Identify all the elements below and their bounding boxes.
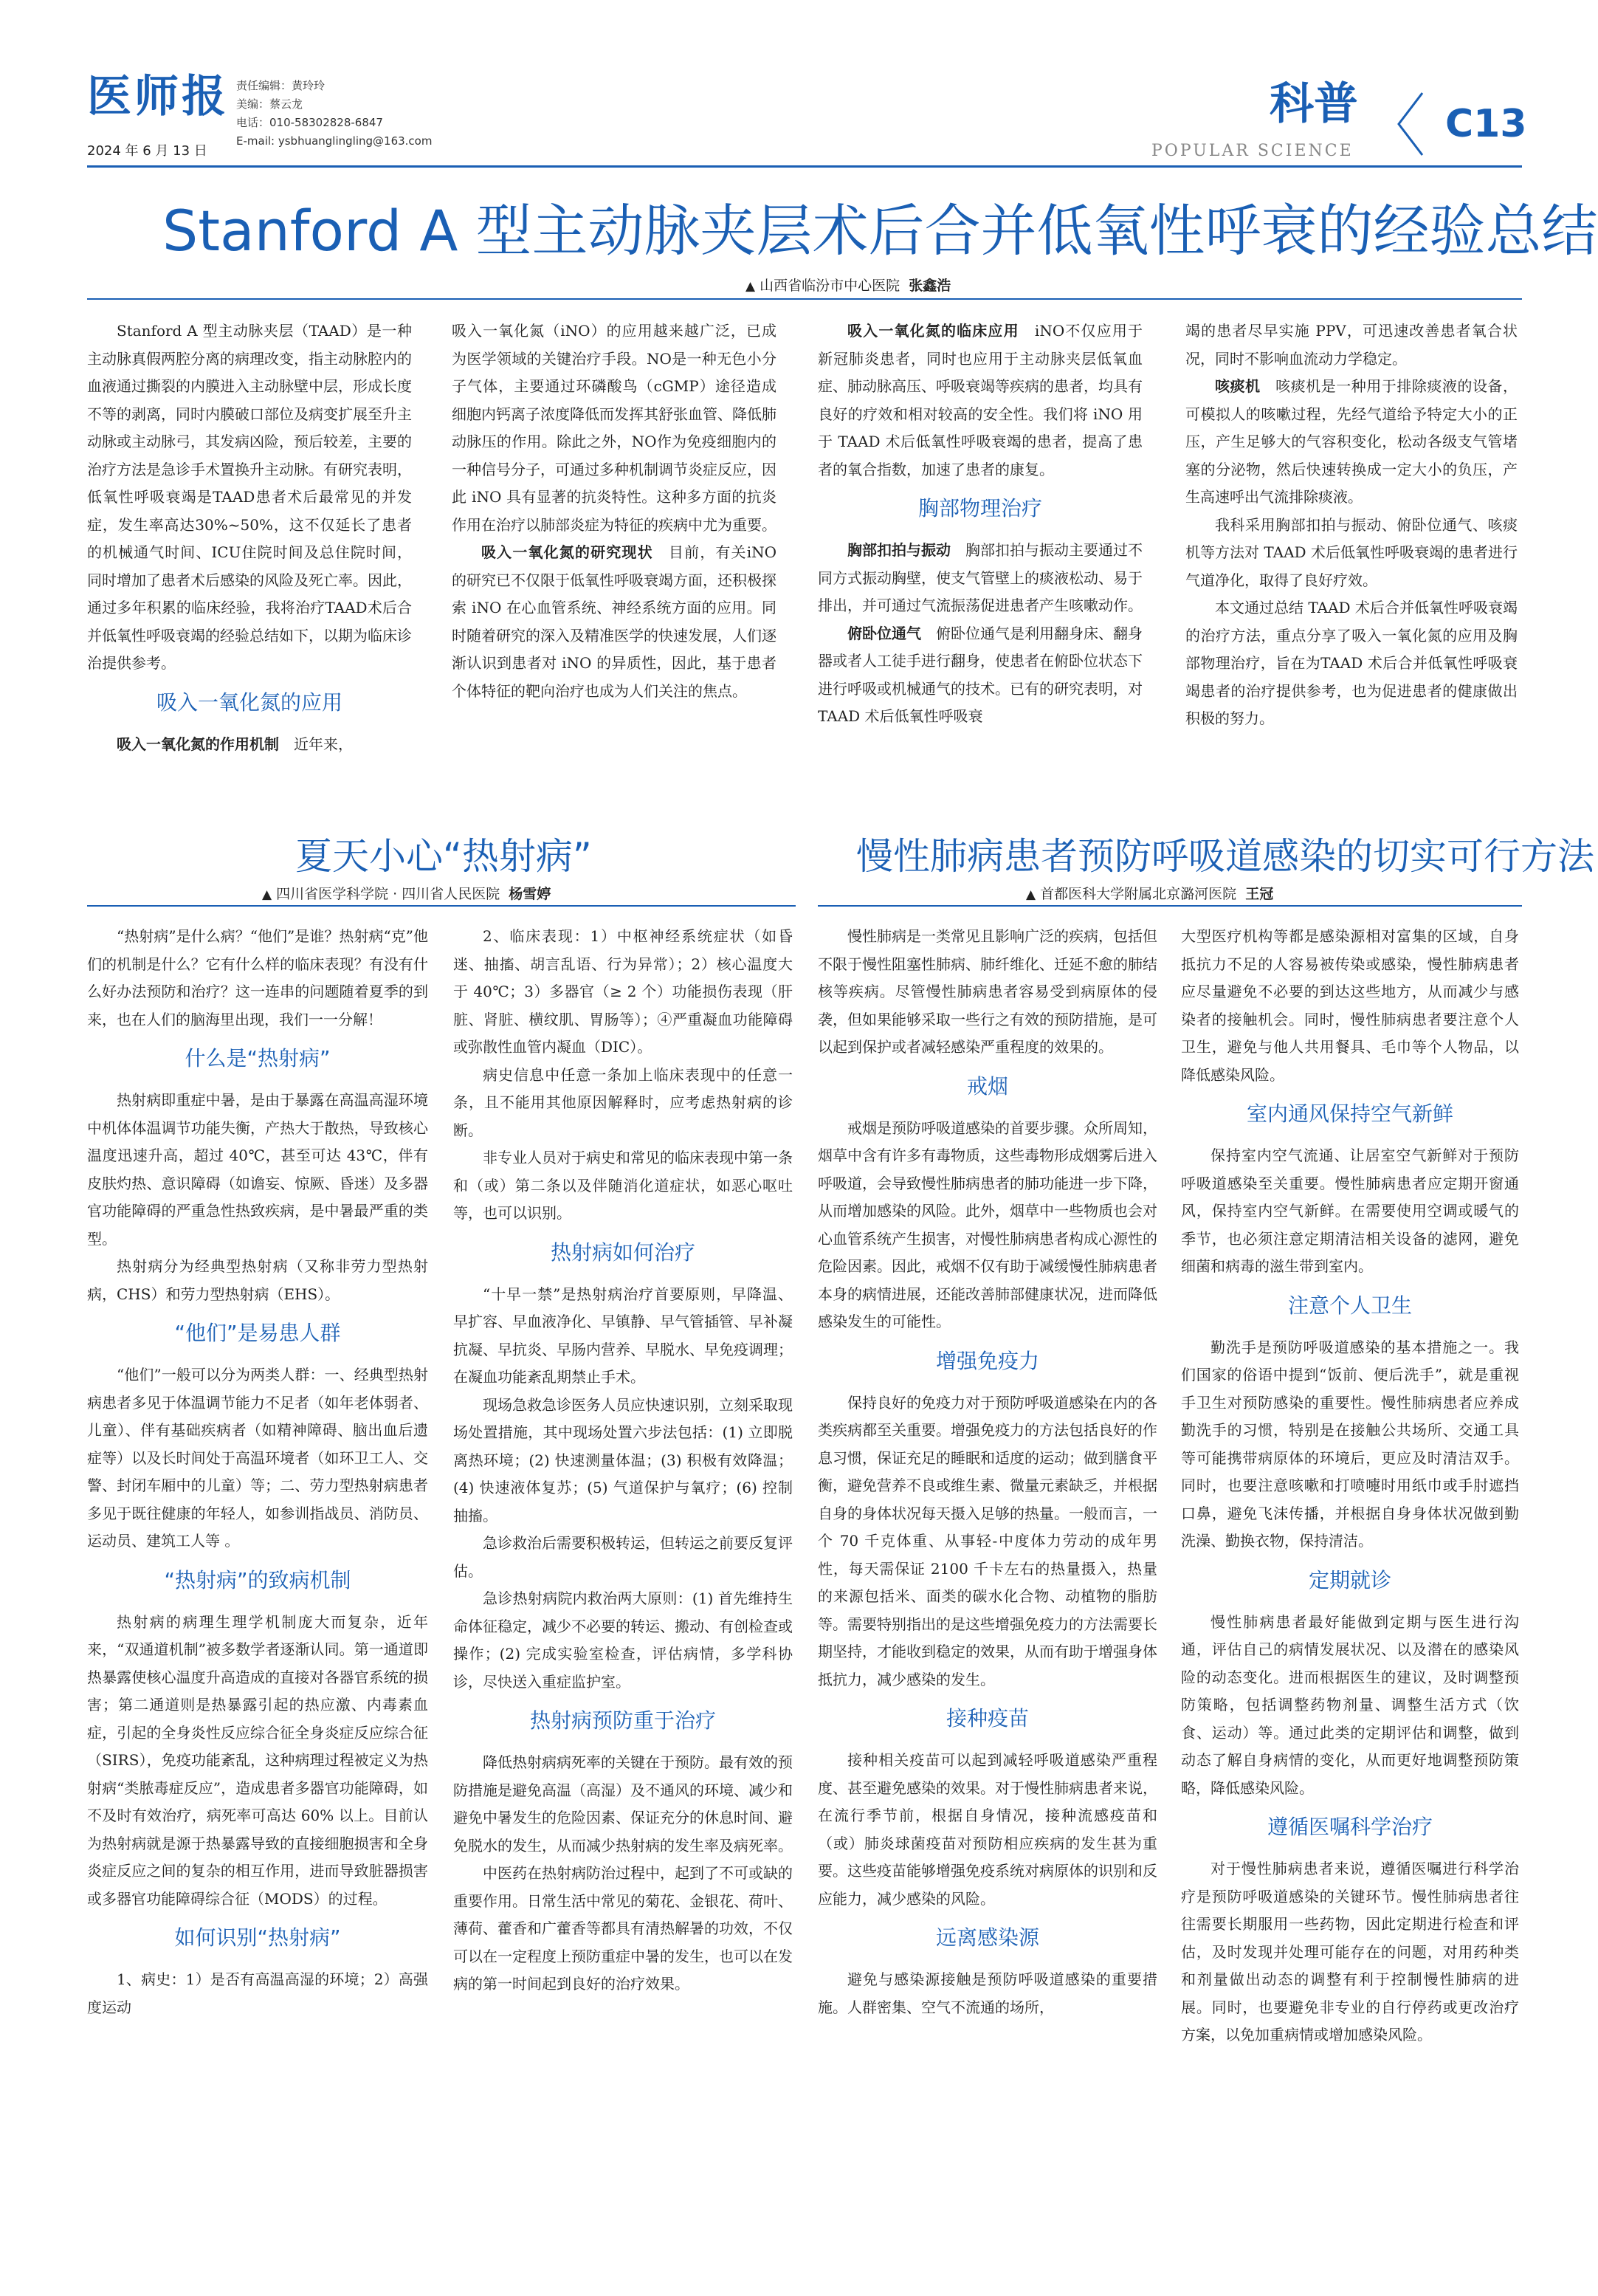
editor-line: 美编：蔡云龙 [236, 97, 303, 111]
paragraph-text: 1、病史：1）是否有高温高湿的环境；2）高强度运动 [87, 1970, 428, 2016]
subheading: 远离感染源 [935, 1925, 1039, 1950]
page-number: C13 [1445, 102, 1527, 146]
subheading: 热射病如何治疗 [550, 1240, 695, 1265]
section-name-en: POPULAR SCIENCE [1151, 142, 1354, 160]
paragraph-text: 保持室内空气流通、让居室空气新鲜对于预防呼吸道感染至关重要。慢性肺病患者应定期开窗通风，保持室内空气新鲜。在需要使用空调或暖气的季节，也必须注意定期清洁相关设备的滤网，避免细菌和病毒的滋生带到室内。 [1181, 1147, 1519, 1275]
subheading: 胸部物理治疗 [917, 496, 1042, 520]
article3-byline [1026, 883, 1273, 903]
paragraph [1181, 1609, 1519, 1803]
paragraph-text: 热射病即重症中暑，是由于暴露在高温高湿环境中机体体温调节功能失衡，产热大于散热，导致核心温度迅速升高，超过 40℃，甚至可达 43℃，伴有皮肤灼热、意识障碍（如谵妄、惊厥、昏迷）及多器官功能障碍的严重急性热致疾病，是中暑最严重的类型。 [87, 1091, 428, 1248]
paragraph [453, 1530, 793, 1585]
paragraph [453, 1585, 793, 1696]
article1-author: 张鑫浩 [909, 278, 951, 294]
paragraph [1185, 317, 1518, 373]
paragraph [87, 1966, 428, 2021]
paragraph-text: 我科采用胸部扣拍与振动、俯卧位通气、咳痰机等方法对 TAAD 术后低氧性呼吸衰竭的患者进行气道净化，取得了良好疗效。 [1185, 515, 1518, 589]
paragraph [453, 1281, 793, 1392]
paragraph-text: “热射病”是什么病？“他们”是谁？热射病“克”他们的机制是什么？它有什么样的临床表现？有没有什么好办法预防和治疗？这一连串的问题随着夏季的到来，也在人们的脑海里出现，我们一一分解！ [87, 927, 428, 1028]
paragraph-text: 目前，有关iNO的研究已不仅限于低氧性呼吸衰竭方面，还积极探索 iNO 在心血管系统、神经系统方面的应用。同时随着研究的深入及精准医学的快速发展，人们逐渐认识到患者对 iNO 的异质性，因此，基于患者个体特征的靶向治疗也成为人们关注的焦点。 [452, 543, 777, 700]
article2-affiliation: 四川省医学科学院 · 四川省人民医院 [276, 886, 500, 902]
paragraph-lead: 吸入一氧化氮的作用机制 [117, 735, 279, 753]
paragraph-text: Stanford A 型主动脉夹层（TAAD）是一种主动脉真假两腔分离的病理改变，指主动脉腔内的血液通过撕裂的内膜进入主动脉壁中层，形成长度不等的剥离，同时内膜破口部位及病变扩展至升主动脉或主动脉弓，其发病凶险，预后较差，主要的治疗方法是急诊手术置换升主动脉。有研究表明，低氧性呼吸衰竭是TAAD患者术后最常见的并发症，发生率高达30%~50%，这不仅延长了患者的机械通气时间、ICU住院时间及总住院时间，同时增加了患者术后感染的风险及死亡率。因此，通过多年积累的临床经验，我将治疗TAAD术后合并低氧性呼吸衰竭的经验总结如下，以期为临床诊治提供参考。 [87, 322, 412, 672]
paragraph [1185, 373, 1518, 512]
subheading: 戒烟 [966, 1073, 1008, 1099]
article2-column-2 [453, 923, 793, 1998]
subheading: 注意个人卫生 [1287, 1293, 1412, 1318]
editor-line: 电话：010-58302828-6847 [236, 116, 383, 129]
paragraph-text: 急诊热射病院内救治两大原则：(1) 首先维持生命体征稳定，减少不必要的转运、搬动、有创检查或操作；(2) 完成实验室检查，评估病情，多学科协诊，尽快送入重症监护室。 [453, 1589, 793, 1691]
paragraph-lead: 胸部扣拍与振动 [847, 541, 951, 559]
paragraph [87, 1253, 428, 1308]
article3-column-2 [1181, 923, 1519, 2049]
paragraph-text: 接种相关疫苗可以起到减轻呼吸道感染严重程度、甚至避免感染的效果。对于慢性肺病患者来说，在流行季节前，根据自身情况，接种流感疫苗和（或）肺炎球菌疫苗对预防相应疾病的发生甚为重要。这些疫苗能够增强免疫系统对病原体的识别和反应能力，减少感染的风险。 [818, 1751, 1157, 1908]
article1-column-2 [452, 317, 776, 705]
editor-line: E-mail: ysbhuanglingling@163.com [236, 134, 433, 148]
paragraph [818, 1966, 1157, 2021]
editor-info [236, 77, 432, 151]
paragraph [818, 923, 1157, 1062]
paragraph-text: 热射病的病理生理学机制庞大而复杂，近年来，“双通道机制”被多数学者逐渐认同。第一通道即热暴露使核心温度升高造成的直接对各器官系统的损害；第二通道则是热暴露引起的热应激、内毒素血症，引起的全身炎性反应综合征全身炎症反应综合征（SIRS），免疫功能紊乱，这种病理过程被定义为热射病“类脓毒症反应”，造成患者多器官功能障碍，如不及时有效治疗，病死率可高达 60% 以上。目前认为热射病就是源于热暴露导致的直接细胞损害和全身炎症反应之间的复杂的相互作用，进而导致脏器损害或多器官功能障碍综合征（MODS）的过程。 [87, 1612, 428, 1908]
paragraph [453, 923, 793, 1062]
paragraph-text: iNO不仅应用于新冠肺炎患者，同时也应用于主动脉夹层低氧血症、肺动脉高压、呼吸衰竭等疾病的患者，均具有良好的疗效和相对较高的安全性。我们将 iNO 用于 TAAD 术后低氧性呼吸衰竭的患者，提高了患者的氧合指数，加速了患者的康复。 [818, 322, 1143, 478]
subheading: “他们”是易患人群 [174, 1321, 341, 1345]
paragraph [453, 1144, 793, 1228]
paragraph [453, 1860, 793, 1998]
paragraph [87, 923, 428, 1034]
subheading: 增强免疫力 [935, 1348, 1039, 1373]
article1-byline [745, 275, 951, 295]
paragraph-text: 降低热射病病死率的关键在于预防。最有效的预防措施是避免高温（高湿）及不通风的环境、减少和避免中暑发生的危险因素、保证充分的休息时间、避免脱水的发生，从而减少热射病的发生率及病死率。 [453, 1753, 793, 1855]
article2-byline [262, 883, 551, 903]
triangle-icon: ▲ [262, 887, 272, 902]
chevron-left-icon [1391, 87, 1428, 161]
paragraph [87, 731, 412, 759]
paragraph-text: “他们”一般可以分为两类人群：一、经典型热射病患者多见于体温调节能力不足者（如年老体弱者、儿童）、伴有基础疾病者（如精神障碍、脑出血后遗症等）以及长时间处于高温环境者（如环卫工人、交警、封闭车厢中的儿童）等；二、劳力型热射病患者多见于既往健康的年轻人，如参训指战员、消防员、运动员、建筑工人等 。 [87, 1366, 428, 1550]
paragraph-text: 对于慢性肺病患者来说，遵循医嘱进行科学治疗是预防呼吸道感染的关键环节。慢性肺病患者往往需要长期服用一些药物，因此定期进行检查和评估，及时发现并处理可能存在的问题，对用药种类和剂量做出动态的调整有利于控制慢性肺病的进展。同时，也要避免非专业的自行停药或更改治疗方案，以免加重病情或增加感染风险。 [1181, 1860, 1519, 2044]
paragraph [1181, 1334, 1519, 1556]
paragraph-lead: 咳痰机 [1215, 377, 1261, 395]
paragraph [818, 1747, 1157, 1913]
paragraph-text: 戒烟是预防呼吸道感染的首要步骤。众所周知，烟草中含有许多有毒物质，这些毒物形成烟雾后进入呼吸道，会导致慢性肺病患者的肺功能进一步下降，从而增加感染的风险。此外，烟草中一些物质也会对心血管系统产生损害，对慢性肺病患者构成心源性的危险因素。因此，戒烟不仅有助于减缓慢性肺病患者本身的病情进展，还能改善肺部健康状况，进而降低感染发生的可能性。 [818, 1118, 1157, 1330]
subheading: 什么是“热射病” [185, 1046, 331, 1070]
subheading: 遵循医嘱科学治疗 [1267, 1815, 1433, 1839]
paragraph-lead: 俯卧位通气 [847, 624, 921, 642]
article2-title: 夏天小心“热射病” [295, 835, 592, 878]
subheading: 热射病预防重于治疗 [529, 1708, 716, 1733]
paragraph [452, 539, 776, 705]
article2-rule [87, 905, 796, 907]
paragraph [453, 1392, 793, 1530]
paragraph-text: 中医药在热射病防治过程中，起到了不可或缺的重要作用。日常生活中常见的菊花、金银花、荷叶、薄荷、藿香和广藿香等都具有清热解暑的功效，不仅可以在一定程度上预防重症中暑的发生，也可以在发病的第一时间起到良好的治疗效果。 [453, 1864, 793, 1993]
paragraph-text: 慢性肺病是一类常见且影响广泛的疾病，包括但不限于慢性阻塞性肺病、肺纤维化、迁延不愈的肺结核等疾病。尽管慢性肺病患者容易受到病原体的侵袭，但如果能够采取一些行之有效的预防措施，是可以起到保护或者减轻感染严重程度的效果的。 [818, 927, 1157, 1056]
article1-rule [87, 298, 1522, 300]
newspaper-logo: 医师报 [87, 71, 229, 123]
paragraph-text: 病史信息中任意一条加上临床表现中的任意一条，且不能用其他原因解释时，应考虑热射病的诊断。 [453, 1065, 793, 1139]
article3-author: 王冠 [1245, 886, 1274, 902]
paragraph-text: 急诊救治后需要积极转运，但转运之前要反复评估。 [453, 1534, 793, 1580]
issue-date: 2024 年 6 月 13 日 [87, 143, 207, 159]
paragraph [453, 1062, 793, 1145]
article1-column-3 [818, 317, 1143, 731]
paragraph-text: 现场急救急诊医务人员应快速识别，立刻采取现场处置措施，其中现场处置六步法包括：(1) 立即脱离热环境；(2) 快速测量体温；(3) 积极有效降温；(4) 快速液体复苏；(5) 气道保护与氧疗；(6) 控制抽搐。 [453, 1395, 793, 1525]
paragraph [818, 317, 1143, 484]
article1-affiliation: 山西省临汾市中心医院 [760, 278, 900, 294]
paragraph [1181, 1855, 1519, 2049]
editor-line: 责任编辑：黄玲玲 [236, 79, 326, 92]
article3-title: 慢性肺病患者预防呼吸道感染的切实可行方法 [856, 835, 1594, 878]
paragraph [1185, 594, 1518, 733]
paragraph-text: 俯卧位通气是利用翻身床、翻身器或者人工徒手进行翻身，使患者在俯卧位状态下进行呼吸或机械通气的技术。已有的研究表明，对 TAAD 术后低氧性呼吸衰 [818, 624, 1143, 725]
triangle-icon: ▲ [745, 279, 756, 294]
paragraph [1181, 923, 1519, 1089]
paragraph-text: 保持良好的免疫力对于预防呼吸道感染在内的各类疾病都至关重要。增强免疫力的方法包括良好的作息习惯，保证充足的睡眠和适度的运动；做到膳食平衡，避免营养不良或维生素、微量元素缺乏，并根据自身的身体状况每天摄入足够的热量。一般而言，一个 70 千克体重、从事轻-中度体力劳动的成年男性，每天需保证 2100 千卡左右的热量摄入，热量的来源包括米、面类的碳水化合物、动植物的脂肪等。需要特别指出的是这些增强免疫力的方法需要长期坚持，才能收到稳定的效果，从而有助于增强身体抵抗力，减少感染的发生。 [818, 1393, 1157, 1688]
paragraph [87, 1361, 428, 1556]
paragraph-text: 大型医疗机构等都是感染源相对富集的区域，自身抵抗力不足的人容易被传染或感染，慢性肺病患者应尽量避免不必要的到达这些地方，从而减少与感染者的接触机会。同时，慢性肺病患者要注意个人卫生，避免与他人共用餐具、毛巾等个人物品，以降低感染风险。 [1181, 927, 1519, 1084]
paragraph [1181, 1142, 1519, 1281]
article3-affiliation: 首都医科大学附属北京潞河医院 [1040, 886, 1237, 902]
paragraph [818, 620, 1143, 731]
paragraph-text: 近年来， [294, 735, 353, 753]
paragraph [87, 1087, 428, 1253]
article1-column-1 [87, 317, 412, 758]
article1-column-4 [1185, 317, 1518, 733]
paragraph-text: 吸入一氧化氮（iNO）的应用越来越广泛，已成为医学领域的关键治疗手段。NO是一种无色小分子气体，主要通过环磷酸鸟（cGMP）途径造成细胞内钙离子浓度降低而发挥其舒张血管、降低肺动脉压的作用。除此之外，NO作为免疫细胞内的一种信号分子，可通过多种机制调节炎症反应，因此 iNO 具有显著的抗炎特性。这种多方面的抗炎作用在治疗以肺部炎症为特征的疾病中尤为重要。 [452, 322, 776, 534]
masthead-rule [87, 165, 1522, 168]
paragraph-text: 慢性肺病患者最好能做到定期与医生进行沟通，评估自己的病情发展状况、以及潜在的感染风险的动态变化。进而根据医生的建议，及时调整预防策略，包括调整药物剂量、调整生活方式（饮食、运动）等。通过此类的定期评估和调整，做到动态了解自身病情的变化，从而更好地调整预防策略，降低感染风险。 [1181, 1612, 1519, 1797]
paragraph-text: 咳痰机是一种用于排除痰液的设备，可模拟人的咳嗽过程，先经气道给予特定大小的正压，产生足够大的气容积变化，松动各级支气管堵塞的分泌物，然后快速转换成一定大小的负压，产生高速呼出气流排除痰液。 [1185, 377, 1518, 506]
paragraph-lead: 吸入一氧化氮的临床应用 [847, 322, 1019, 340]
paragraph-text: “十早一禁”是热射病治疗首要原则，早降温、早扩容、早血液净化、早镇静、早气管插管、早补凝抗凝、早抗炎、早肠内营养、早脱水、早免疫调理；在凝血功能紊乱期禁止手术。 [453, 1285, 793, 1386]
paragraph [87, 1609, 428, 1914]
paragraph-text: 非专业人员对于病史和常见的临床表现中第一条和（或）第二条以及伴随消化道症状，如恶心呕吐等，也可以识别。 [453, 1149, 793, 1222]
article2-column-1 [87, 923, 428, 2021]
paragraph [452, 317, 776, 539]
paragraph-text: 2、临床表现：1）中枢神经系统症状（如昏迷、抽搐、胡言乱语、行为异常）；2）核心温度大于 40℃；3）多器官（≥ 2 个）功能损伤表现（肝脏、肾脏、横纹肌、胃肠等）；④严重凝血功能障碍或弥散性血管内凝血（DIC）。 [453, 927, 793, 1056]
paragraph [87, 317, 412, 678]
subheading: 吸入一氧化氮的应用 [156, 690, 342, 715]
subheading: 定期就诊 [1308, 1567, 1391, 1592]
article3-rule [818, 905, 1522, 907]
paragraph-text: 热射病分为经典型热射病（又称非劳力型热射病，CHS）和劳力型热射病（EHS）。 [87, 1257, 428, 1303]
subheading: 接种疫苗 [946, 1706, 1029, 1730]
paragraph-text: 胸部扣拍与振动主要通过不同方式振动胸壁，使支气管壁上的痰液松动、易于排出，并可通过气流振荡促进患者产生咳嗽动作。 [818, 541, 1143, 614]
paragraph [818, 1389, 1157, 1694]
paragraph [818, 537, 1143, 620]
paragraph-text: 避免与感染源接触是预防呼吸道感染的重要措施。人群密集、空气不流通的场所， [818, 1970, 1157, 2016]
paragraph-text: 本文通过总结 TAAD 术后合并低氧性呼吸衰竭的治疗方法，重点分享了吸入一氧化氮的应用及胸部物理治疗，旨在为TAAD 术后合并低氧性呼吸衰竭患者的治疗提供参考，也为促进患者的健康做出积极的努力。 [1185, 599, 1518, 727]
article2-author: 杨雪婷 [509, 886, 551, 902]
article3-column-1 [818, 923, 1157, 2021]
triangle-icon: ▲ [1026, 887, 1036, 902]
subheading: 室内通风保持空气新鲜 [1246, 1101, 1453, 1126]
paragraph [453, 1749, 793, 1860]
paragraph-lead: 吸入一氧化氮的研究现状 [481, 543, 653, 561]
paragraph [1185, 512, 1518, 595]
subheading: 如何识别“热射病” [174, 1925, 341, 1950]
subheading: “热射病”的致病机制 [164, 1567, 351, 1592]
section-name: 科普 [1270, 78, 1358, 130]
paragraph-text: 竭的患者尽早实施 PPV，可迅速改善患者氧合状况，同时不影响血流动力学稳定。 [1185, 322, 1518, 368]
paragraph [818, 1115, 1157, 1336]
article1-title: Stanford A 型主动脉夹层术后合并低氧性呼衰的经验总结 [162, 198, 1598, 264]
paragraph-text: 勤洗手是预防呼吸道感染的基本措施之一。我们国家的俗语中提到“饭前、便后洗手”，就是重视手卫生对预防感染的重要性。慢性肺病患者应养成勤洗手的习惯，特别是在接触公共场所、交通工具等可能携带病原体的环境后，更应及时清洁双手。同时，也要注意咳嗽和打喷嚏时用纸巾或手肘遮挡口鼻，避免飞沫传播，并根据自身身体状况做到勤洗澡、勤换衣物，保持清洁。 [1181, 1338, 1519, 1550]
